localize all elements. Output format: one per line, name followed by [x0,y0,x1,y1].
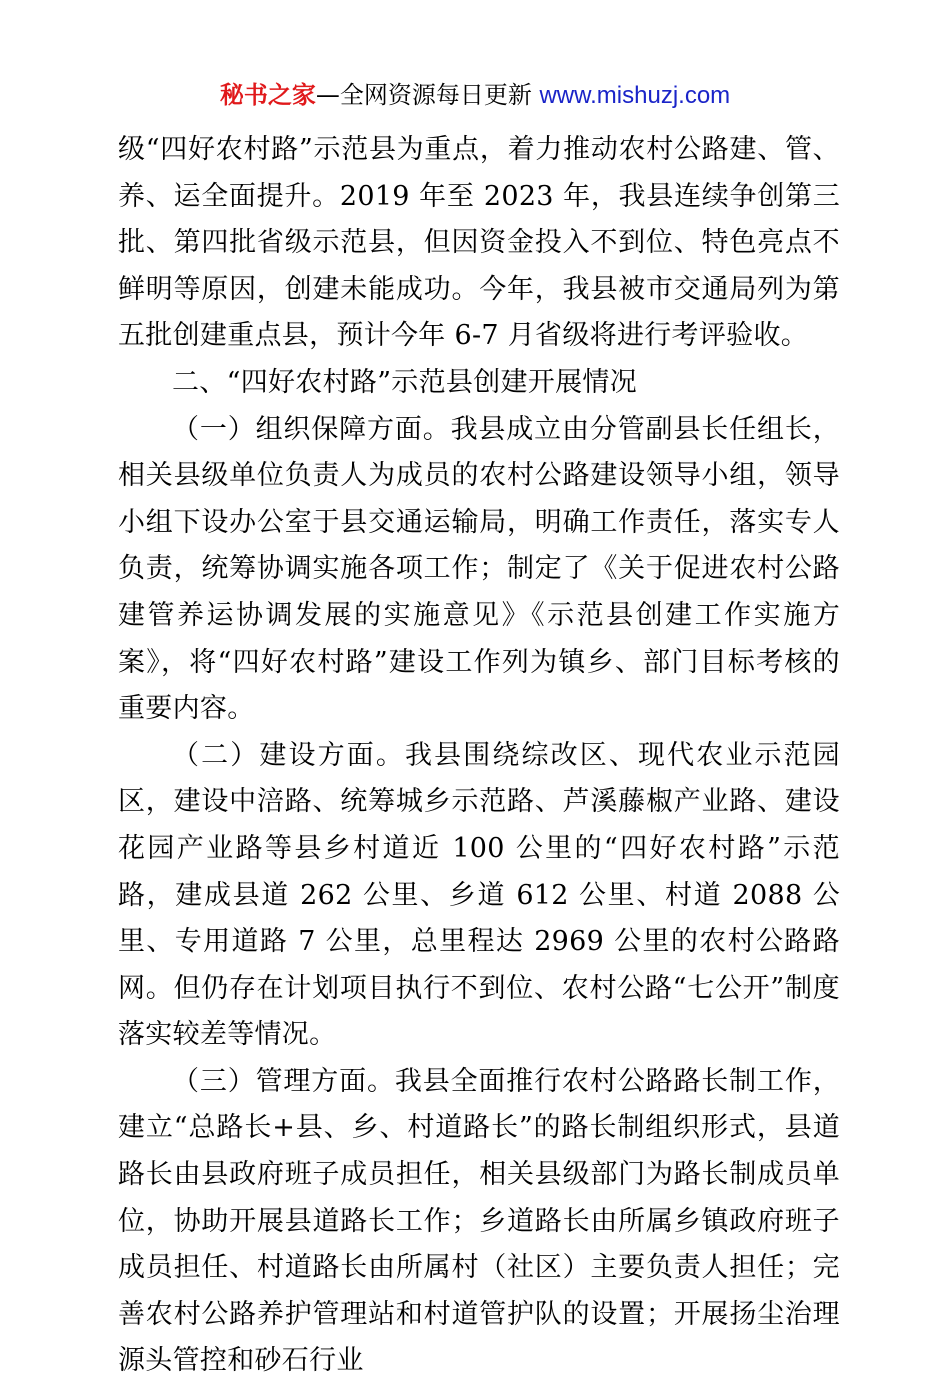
header-url-link[interactable]: www.mishuzj.com [539,82,731,109]
paragraph-organization: （一）组织保障方面。我县成立由分管副县长任组长，相关县级单位负责人为成员的农村公路建设领导小组，领导小组下设办公室于县交通运输局，明确工作责任，落实专人负责，统筹协调实施各项工作；制定了《关于促进农村公路建管养运协调发展的实施意见》《示范县创建工作实施方案》，将“四好农村路”建设工作列为镇乡、部门目标考核的重要内容。 [118,413,840,725]
paragraph-intro-continued: 级“四好农村路”示范县为重点，着力推动农村公路建、管、养、运全面提升。2019 年至 2023 年，我县连续争创第三批、第四批省级示范县，但因资金投入不到位、特色亮点不鲜明等原因，创建未能成功。今年，我县被市交通局列为第五批创建重点县，预计今年 6-7 月省级将进行考评验收。 [118,134,840,352]
header-tagline: —全网资源每日更新 [315,81,540,109]
paragraph-construction: （二）建设方面。我县围绕综改区、现代农业示范园区，建设中涪路、统筹城乡示范路、芦溪藤椒产业路、建设花园产业路等县乡村道近 100 公里的“四好农村路”示范路，建成县道 262 公里、乡道 612 公里、村道 2088 公里、专用道路 7 公里，总里程达 2969 公里的农村公路路网。但仍存在计划项目执行不到位、农村公路“七公开”制度落实较差等情况。 [118,739,840,1051]
header-brand: 秘书之家 [219,81,316,109]
page-header [0,78,950,113]
document-body [118,127,840,1385]
section-heading-2: 二、“四好农村路”示范县创建开展情况 [172,366,638,398]
paragraph-management: （三）管理方面。我县全面推行农村公路路长制工作，建立“总路长+县、乡、村道路长”的路长制组织形式，县道路长由县政府班子成员担任，相关县级部门为路长制成员单位，协助开展县道路长工作；乡道路长由所属乡镇政府班子成员担任、村道路长由所属村（社区）主要负责人担任；完善农村公路养护管理站和村道管护队的设置；开展扬尘治理源头管控和砂石行业 [118,1065,840,1377]
